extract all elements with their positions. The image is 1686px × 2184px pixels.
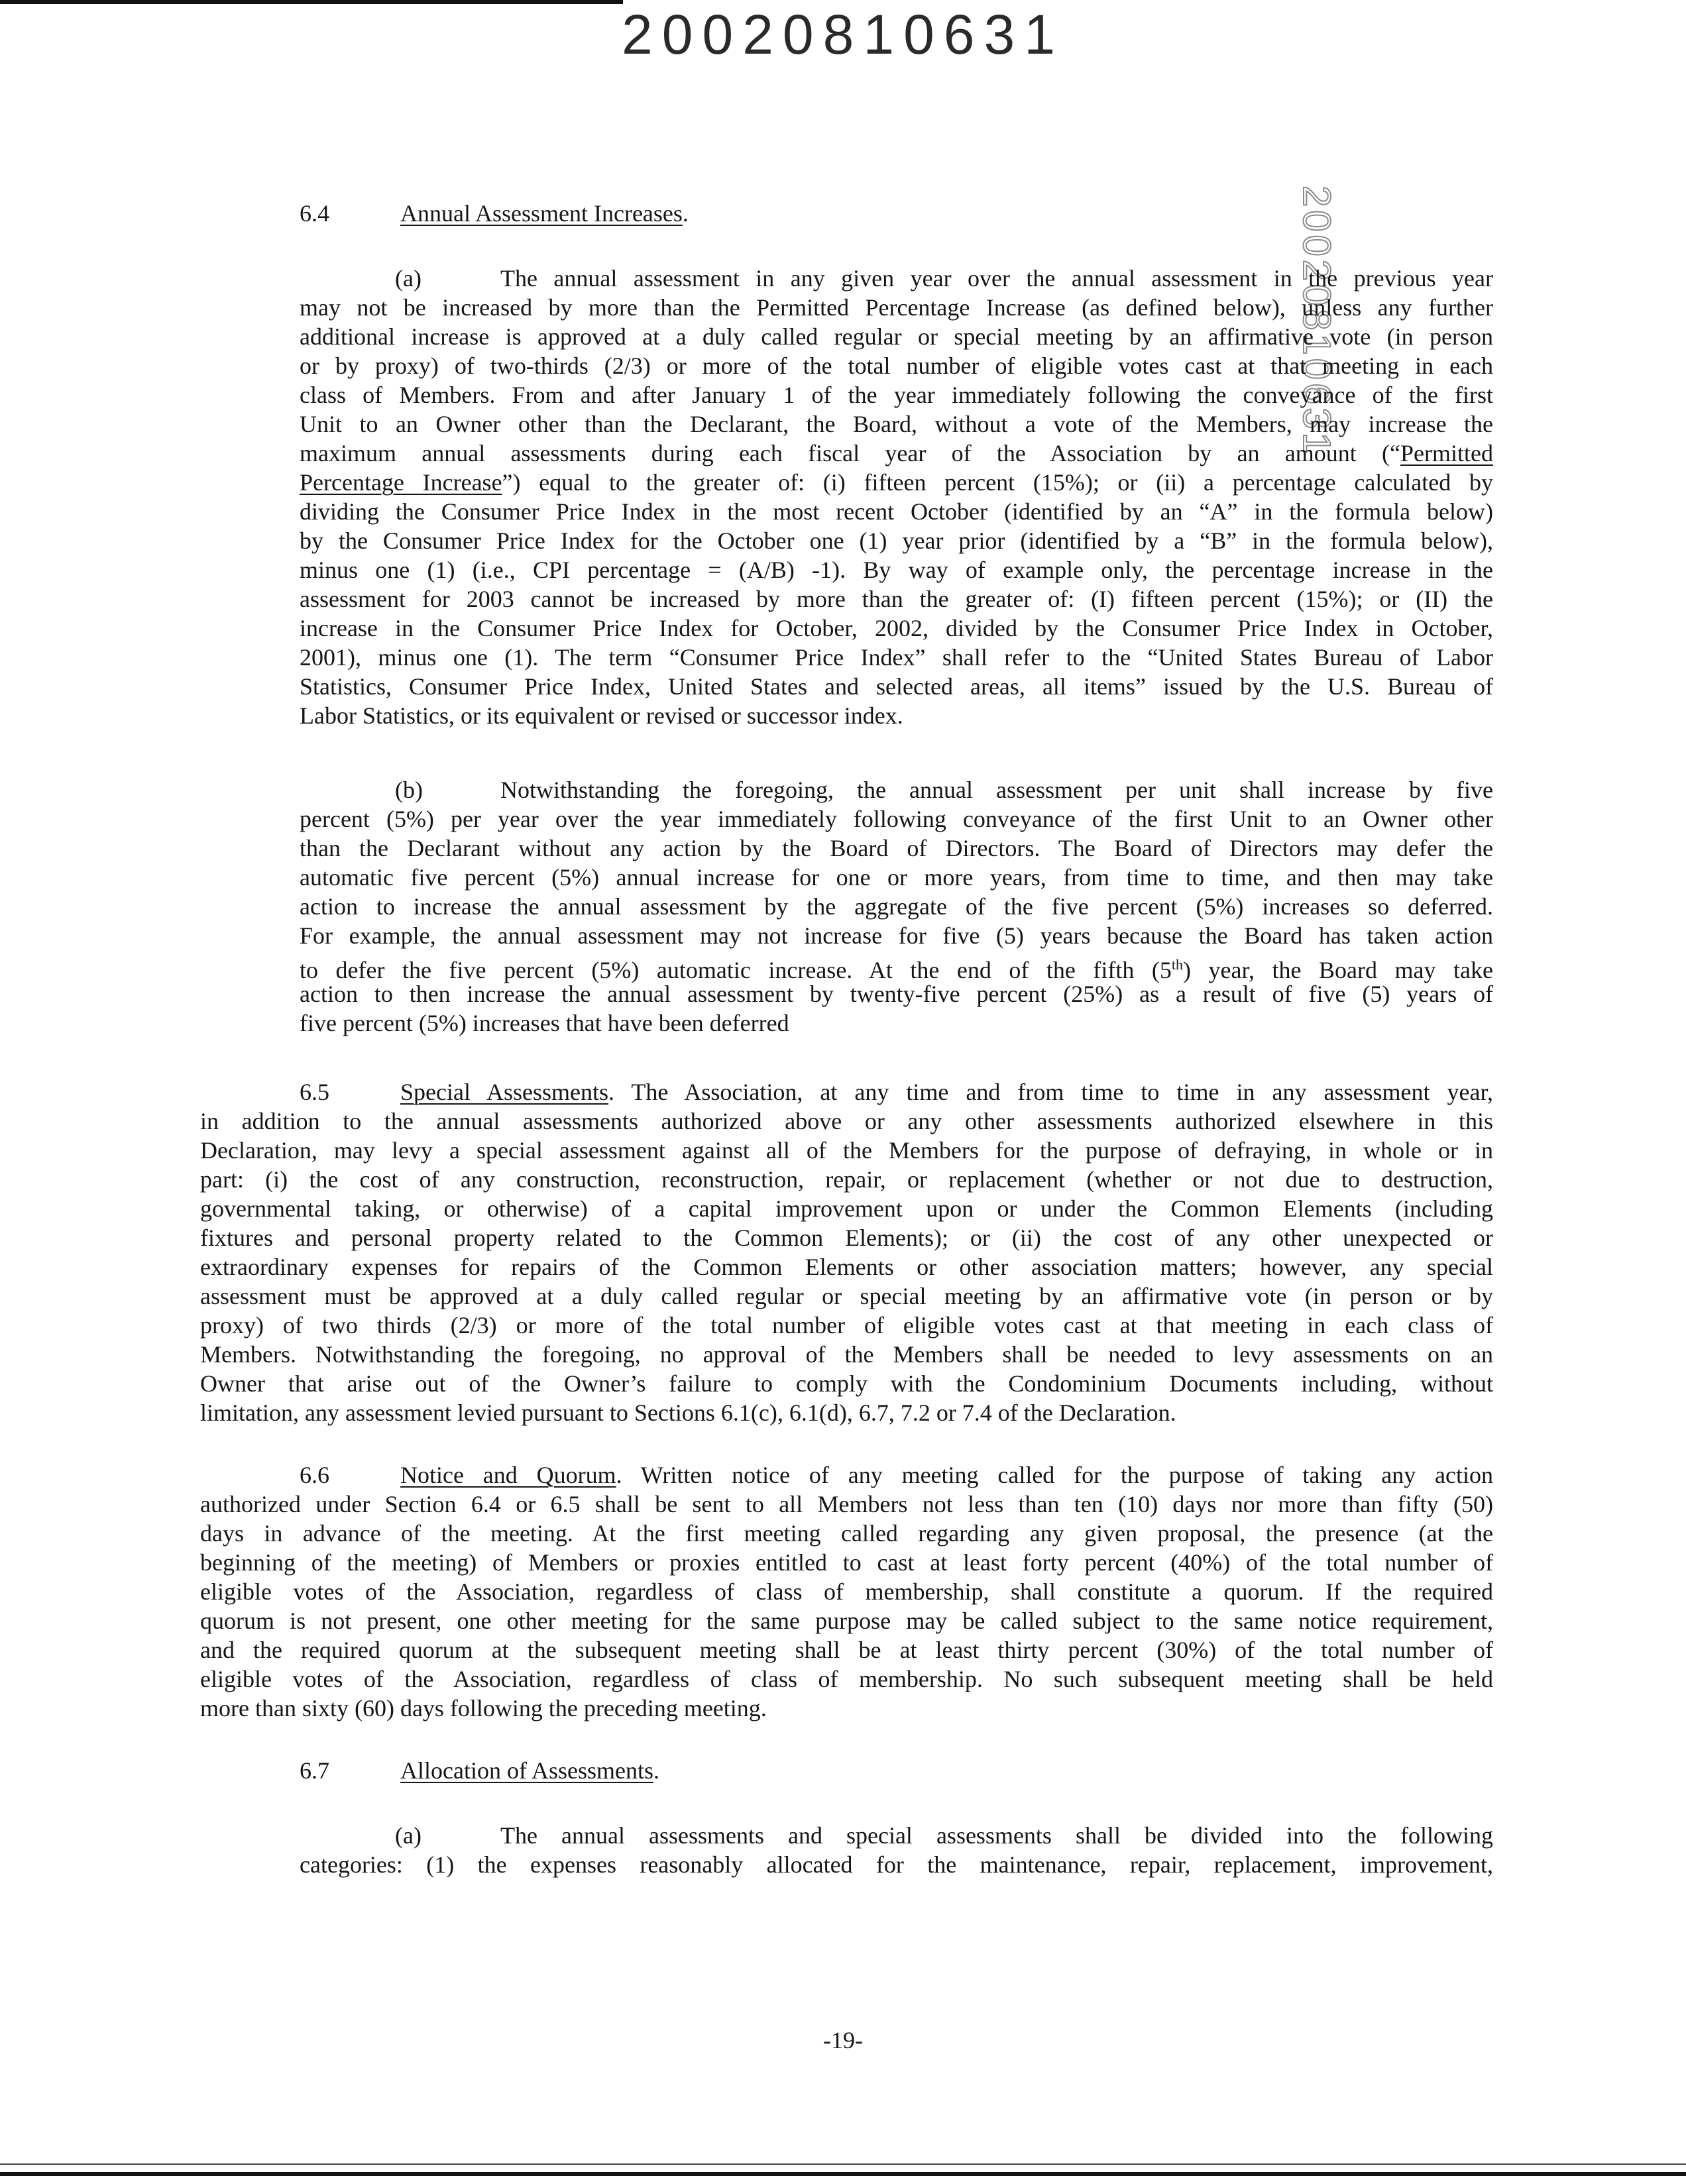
paragraph-line: The annual assessments and special assessments shall be divided into the following <box>500 1822 1493 1849</box>
paragraph-line <box>300 468 1493 497</box>
paragraph-line: Owner that arise out of the Owner’s failure to comply with the Condominium Documents including, without <box>200 1370 1493 1397</box>
paragraph-line <box>400 1460 1493 1490</box>
paragraph-line: or by proxy) of two-thirds (2/3) or more of the total number of eligible votes cast at that meeting in each <box>300 353 1493 379</box>
paragraph-line: by the Consumer Price Index for the October one (1) year prior (identified by a “B” in the formula below), <box>300 527 1493 554</box>
section-title-text: Annual Assessment Increases <box>400 200 683 227</box>
line-text: . The Association, at any time and from time to time in any assessment year, <box>608 1079 1493 1105</box>
paragraph-line: more than sixty (60) days following the preceding meeting. <box>200 1695 767 1721</box>
paragraph-line: and the required quorum at the subsequent meeting shall be at least thirty percent (30%) of the total number of <box>200 1637 1493 1663</box>
paragraph-line: automatic five percent (5%) annual increase for one or more years, from time to time, and then may take <box>300 864 1493 891</box>
paragraph-line: For example, the annual assessment may not increase for five (5) years because the Board has taken action <box>300 922 1493 949</box>
paragraph-line: eligible votes of the Association, regardless of class of membership. No such subsequent meeting shall be held <box>200 1666 1493 1692</box>
section-number: 6.4 <box>300 200 329 227</box>
bottom-rule <box>0 2172 1686 2176</box>
paragraph-line: Declaration, may levy a special assessment against all of the Members for the purpose of defraying, in whole or in <box>200 1137 1493 1164</box>
section-number: 6.5 <box>300 1079 329 1105</box>
paragraph-line: governmental taking, or otherwise) of a capital improvement upon or under the Common Elements (including <box>200 1195 1493 1222</box>
paragraph-line: Statistics, Consumer Price Index, United States and selected areas, all items” issued by the U.S. Bureau of <box>300 673 1493 700</box>
section-title-end: . <box>682 200 689 227</box>
line-text: . Written notice of any meeting called for the purpose of taking any action <box>616 1462 1493 1488</box>
paragraph-line: authorized under Section 6.4 or 6.5 shall be sent to all Members not less than ten (10) days nor more than fifty (50) <box>200 1491 1493 1517</box>
section-number: 6.6 <box>300 1462 329 1488</box>
side-stamp: 20020810631 <box>1295 186 1338 457</box>
paragraph-line: five percent (5%) increases that have been deferred <box>300 1010 789 1036</box>
paragraph-line: fixtures and personal property related to the Common Elements); or (ii) the cost of any other unexpected or <box>200 1225 1493 1251</box>
line-text: ”) equal to the greater of: (i) fifteen percent (15%); or (ii) a percentage calculated by <box>502 469 1493 496</box>
subsection-label: (b) <box>395 777 423 803</box>
paragraph-line <box>400 1077 1493 1107</box>
paragraph-line: additional increase is approved at a duly called regular or special meeting by an affirmative vote (in person <box>300 323 1493 350</box>
document-number: 20020810631 <box>622 3 1064 66</box>
defined-term: Permitted <box>1400 440 1493 466</box>
paragraph-line: Labor Statistics, or its equivalent or revised or successor index. <box>300 702 903 729</box>
paragraph-line: eligible votes of the Association, regardless of class of membership, shall constitute a quorum. If the required <box>200 1578 1493 1605</box>
paragraph-line <box>300 439 1493 468</box>
paragraph-line: increase in the Consumer Price Index for October, 2002, divided by the Consumer Price Index in October, <box>300 615 1493 641</box>
paragraph-line: 2001), minus one (1). The term “Consumer Price Index” shall refer to the “United States Bureau of Labor <box>300 644 1493 671</box>
paragraph-line: in addition to the annual assessments authorized above or any other assessments authorized elsewhere in this <box>200 1108 1493 1134</box>
superscript: th <box>1171 956 1183 973</box>
paragraph-line: part: (i) the cost of any construction, reconstruction, repair, or replacement (whether or not due to destruction, <box>200 1166 1493 1193</box>
subsection-label: (a) <box>395 1822 422 1849</box>
section-title-text: Notice and Quorum <box>400 1462 616 1488</box>
paragraph-line: percent (5%) per year over the year immediately following conveyance of the first Unit to an Owner other <box>300 806 1493 832</box>
section-title-text: Allocation of Assessments <box>400 1757 653 1784</box>
paragraph-line: beginning of the meeting) of Members or proxies entitled to cast at least forty percent (40%) of the total number of <box>200 1549 1493 1576</box>
paragraph-line: categories: (1) the expenses reasonably allocated for the maintenance, repair, replacement, improvement, <box>300 1851 1493 1878</box>
paragraph-line: action to then increase the annual assessment by twenty-five percent (25%) as a result of five (5) years of <box>300 981 1493 1007</box>
paragraph-line: assessment for 2003 cannot be increased by more than the greater of: (I) fifteen percent (15%); or (II) the <box>300 586 1493 612</box>
paragraph-line: Unit to an Owner other than the Declarant, the Board, without a vote of the Members, may increase the <box>300 411 1493 437</box>
section-number: 6.7 <box>300 1757 329 1784</box>
paragraph-line: Members. Notwithstanding the foregoing, no approval of the Members shall be needed to levy assessments on an <box>200 1341 1493 1368</box>
paragraph-line: days in advance of the meeting. At the first meeting called regarding any given proposal, the presence (at the <box>200 1520 1493 1547</box>
line-text: ) year, the Board may take <box>1183 957 1494 983</box>
paragraph-line: proxy) of two thirds (2/3) or more of the total number of eligible votes cast at that meeting in each class of <box>200 1312 1493 1338</box>
defined-term: Percentage Increase <box>300 469 502 496</box>
section-title <box>400 199 689 228</box>
subsection-label: (a) <box>395 265 422 292</box>
section-title-text: Special Assessments <box>400 1079 609 1105</box>
paragraph-line: quorum is not present, one other meeting for the same purpose may be called subject to the same notice requirement, <box>200 1608 1493 1634</box>
line-text: to defer the five percent (5%) automatic increase. At the end of the fifth (5 <box>300 957 1172 983</box>
paragraph-line: extraordinary expenses for repairs of the Common Elements or other association matters; however, any special <box>200 1254 1493 1280</box>
line-text: maximum annual assessments during each fiscal year of the Association by an amount (“ <box>300 440 1401 466</box>
paragraph-line: minus one (1) (i.e., CPI percentage = (A/B) -1). By way of example only, the percentage increase in the <box>300 557 1493 583</box>
paragraph-line: limitation, any assessment levied pursuant to Sections 6.1(c), 6.1(d), 6.7, 7.2 or 7.4 of the Declaration. <box>200 1399 1176 1426</box>
paragraph-line: assessment must be approved at a duly called regular or special meeting by an affirmative vote (in person or by <box>200 1283 1493 1309</box>
paragraph-line: action to increase the annual assessment by the aggregate of the five percent (5%) increases so deferred. <box>300 893 1493 920</box>
paragraph-line: Notwithstanding the foregoing, the annual assessment per unit shall increase by five <box>500 777 1493 803</box>
section-title-end: . <box>653 1757 659 1784</box>
paragraph-line: dividing the Consumer Price Index in the most recent October (identified by an “A” in the formula below) <box>300 498 1493 525</box>
paragraph-line: class of Members. From and after January 1 of the year immediately following the conveyance of the first <box>300 382 1493 408</box>
bottom-rule-thin <box>0 2163 1686 2165</box>
paragraph-line: may not be increased by more than the Permitted Percentage Increase (as defined below), unless any further <box>300 294 1493 321</box>
page-number: -19- <box>823 2027 863 2053</box>
section-title <box>400 1756 659 1785</box>
paragraph-line: The annual assessment in any given year over the annual assessment in the previous year <box>500 265 1493 292</box>
paragraph-line: than the Declarant without any action by the Board of Directors. The Board of Directors may defer the <box>300 835 1493 861</box>
